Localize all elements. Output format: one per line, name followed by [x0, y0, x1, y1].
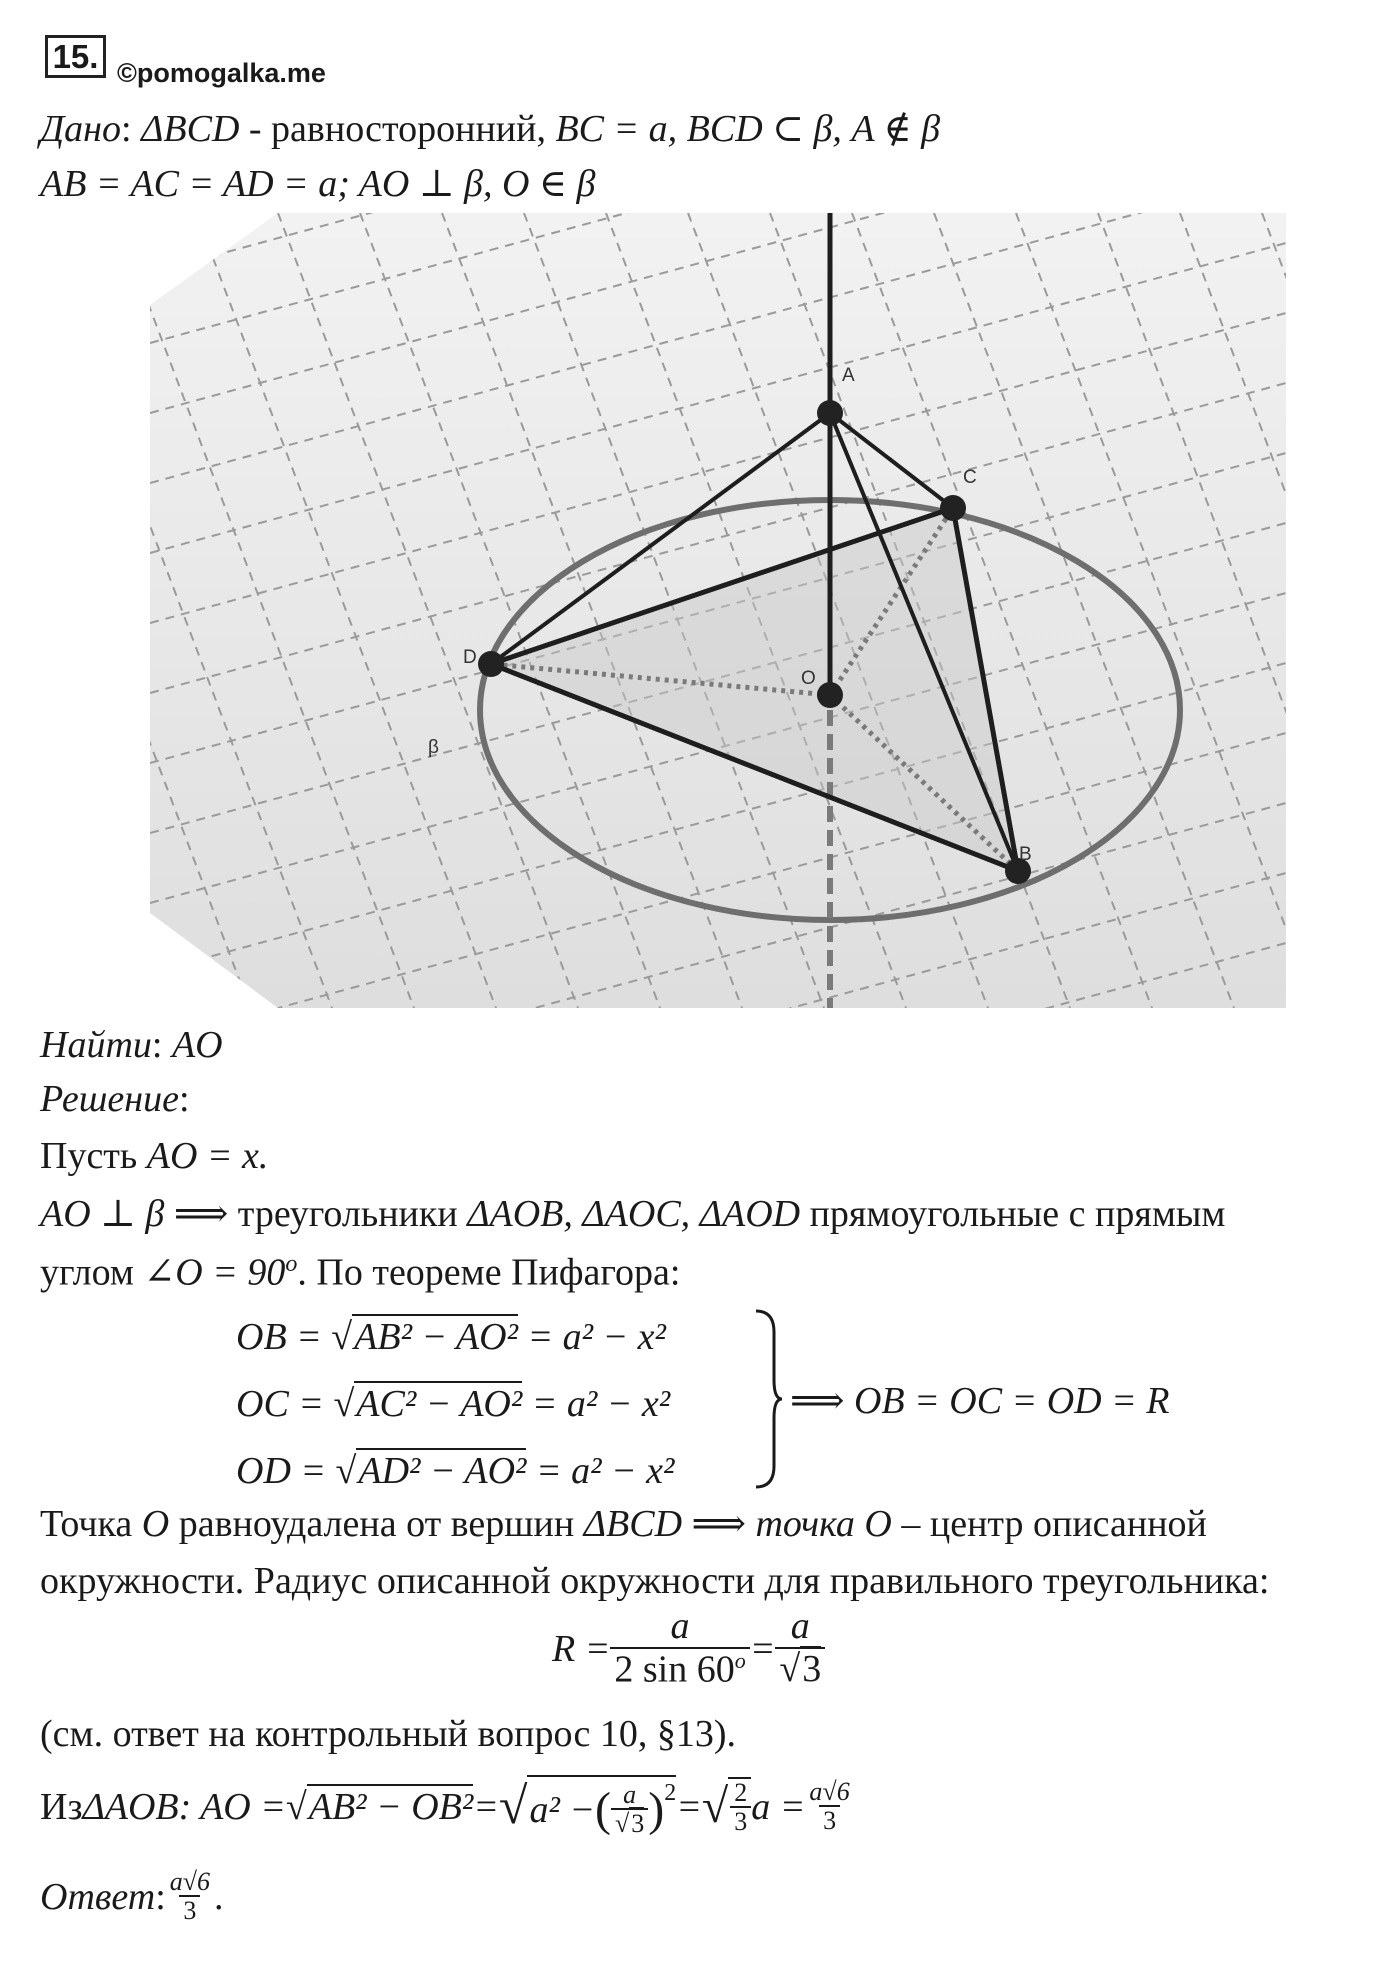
triangles-math: ΔAOB, ΔAOC, ΔAOD — [467, 1193, 801, 1235]
let-line — [40, 1137, 268, 1175]
let-text: Пусть — [40, 1135, 147, 1177]
radius-lhs: R = — [552, 1628, 611, 1671]
from-fraction-3: $\frac{a√6}{3}$ — [809, 1777, 850, 1836]
pythagoras-text: . По теореме Пифагора: — [297, 1251, 681, 1294]
answer-den: 3 — [179, 1895, 200, 1926]
radius-fraction-1 — [610, 1607, 749, 1691]
radius-frac2-den: √3 — [775, 1647, 825, 1691]
label-o: O — [801, 668, 816, 689]
given-conditions: BC = a, BCD ⊂ β, A ∉ β — [555, 108, 941, 150]
radius-formula — [552, 1607, 825, 1691]
radius-fraction-2 — [775, 1607, 825, 1691]
from-equals-1: = — [473, 1785, 499, 1828]
from-text: Из — [40, 1785, 83, 1828]
angle-text: углом — [40, 1251, 144, 1294]
point-o-math: O — [141, 1503, 170, 1545]
point-o — [817, 682, 843, 708]
from-radicand-1: AB² − OB² — [308, 1785, 474, 1828]
given-equilateral-text: - равносторонний, — [239, 108, 556, 150]
solution-label: Решение — [40, 1078, 179, 1120]
point-d — [478, 651, 504, 677]
radius-equals: = — [749, 1628, 776, 1671]
radius-frac1-den: 2 sin 60$^o$ — [610, 1647, 749, 1691]
label-plane: β — [428, 737, 439, 758]
radius-frac2-num: a — [790, 1605, 810, 1648]
equidistant-line — [40, 1505, 1207, 1543]
solution-line-1 — [40, 1195, 1225, 1233]
eq-ob-radicand: AB² − AO² — [354, 1316, 518, 1358]
eq-oc-lhs: OC = — [236, 1383, 334, 1425]
label-a: A — [842, 365, 855, 386]
eq-od-lhs: OD = — [236, 1450, 336, 1492]
eq-od-radicand: AD² − AO² — [358, 1450, 527, 1492]
let-math: AO = x. — [146, 1135, 269, 1177]
equation-ob: OB = √AB² − AO² = a² − x² — [236, 1316, 666, 1358]
perp-implication: AO ⊥ β ⟹ — [40, 1193, 229, 1235]
site-watermark: ©pomogalka.me — [117, 58, 326, 88]
eq-ob-rhs: = a² − x² — [517, 1316, 666, 1358]
equation-result: ⟹ OB = OC = OD = R — [790, 1380, 1170, 1422]
triangles-text: треугольники — [228, 1193, 468, 1235]
given-label: Дано — [40, 108, 122, 150]
equation-od: OD = √AD² − AO² = a² − x² — [236, 1450, 675, 1492]
geometry-figure — [150, 213, 1286, 1008]
circumradius-text: окружности. Радиус описанной окружности для правильного треугольника: — [40, 1560, 1270, 1602]
from-a-squared: a² − — [529, 1788, 596, 1831]
from-fraction-2: $\frac{2}{3}$ — [728, 1777, 751, 1837]
point-o-math-2: O — [864, 1503, 892, 1545]
from-aob-math: ΔAOB: AO = — [82, 1785, 286, 1828]
solution-heading: Решение: — [40, 1078, 190, 1120]
right-brace-icon — [752, 1308, 784, 1490]
reference-line: (см. ответ на контрольный вопрос 10, §13). — [40, 1713, 736, 1755]
answer-line: Ответ : $\frac{a√6}{3}$ . — [40, 1867, 224, 1926]
eq-oc-rhs: = a² − x² — [522, 1383, 671, 1425]
from-aob-line: Из ΔAOB: AO = √AB² − OB² = √ a² − ( $\frac{a}{√3}$ ) $^2$ = √ $\frac{2}{3}$ a = $\frac{a√6}{3}$ — [40, 1775, 854, 1839]
point-triangle-math: ΔBCD — [583, 1503, 683, 1545]
angle-math: ∠O = 90 — [143, 1251, 286, 1294]
point-text-1: Точка — [40, 1503, 142, 1545]
from-a-equals: a = — [751, 1785, 806, 1828]
task-number-badge: 15. — [45, 35, 106, 78]
right-angle-text: прямоугольные с прямым — [800, 1193, 1226, 1235]
answer-label: Ответ — [40, 1875, 156, 1918]
equation-oc: OC = √AC² − AO² = a² − x² — [236, 1383, 671, 1425]
label-d: D — [463, 647, 477, 668]
answer-period: . — [214, 1875, 224, 1918]
radius-frac1-num: a — [670, 1605, 690, 1647]
point-a — [817, 400, 843, 426]
eq-oc-radicand: AC² − AO² — [356, 1383, 523, 1425]
point-text-2: равноудалена от вершин — [169, 1503, 584, 1545]
find-label: Найти — [40, 1024, 152, 1066]
degree-mark: o — [285, 1251, 298, 1277]
from-fraction-1: $\frac{a}{√3}$ — [611, 1781, 648, 1839]
from-equals-2: = — [676, 1785, 702, 1828]
given-triangle: ΔBCD — [141, 108, 240, 150]
label-c: C — [963, 467, 977, 488]
given-line-2: AB = AC = AD = a; AO ⊥ β, O ∈ β — [40, 163, 596, 205]
eq-od-rhs: = a² − x² — [526, 1450, 675, 1492]
point-c — [940, 495, 966, 521]
label-b: B — [1019, 844, 1032, 865]
point-implication: ⟹ точка — [682, 1503, 865, 1545]
from-radicand-2: a² − ( $\frac{a}{√3}$ ) $^2$ — [527, 1775, 676, 1839]
solution-line-2 — [40, 1252, 680, 1292]
point-text-3: – центр описанной — [891, 1503, 1207, 1545]
answer-fraction — [166, 1868, 214, 1926]
answer-num: a√6 — [169, 1867, 211, 1896]
find-value: AO — [171, 1024, 223, 1066]
eq-ob-lhs: OB = — [236, 1316, 332, 1358]
find-line: Найти: AO — [40, 1024, 223, 1066]
given-line-1: Дано: ΔBCD - равносторонний, BC = a, BCD ⊂ β, A ∉ β — [40, 108, 941, 150]
